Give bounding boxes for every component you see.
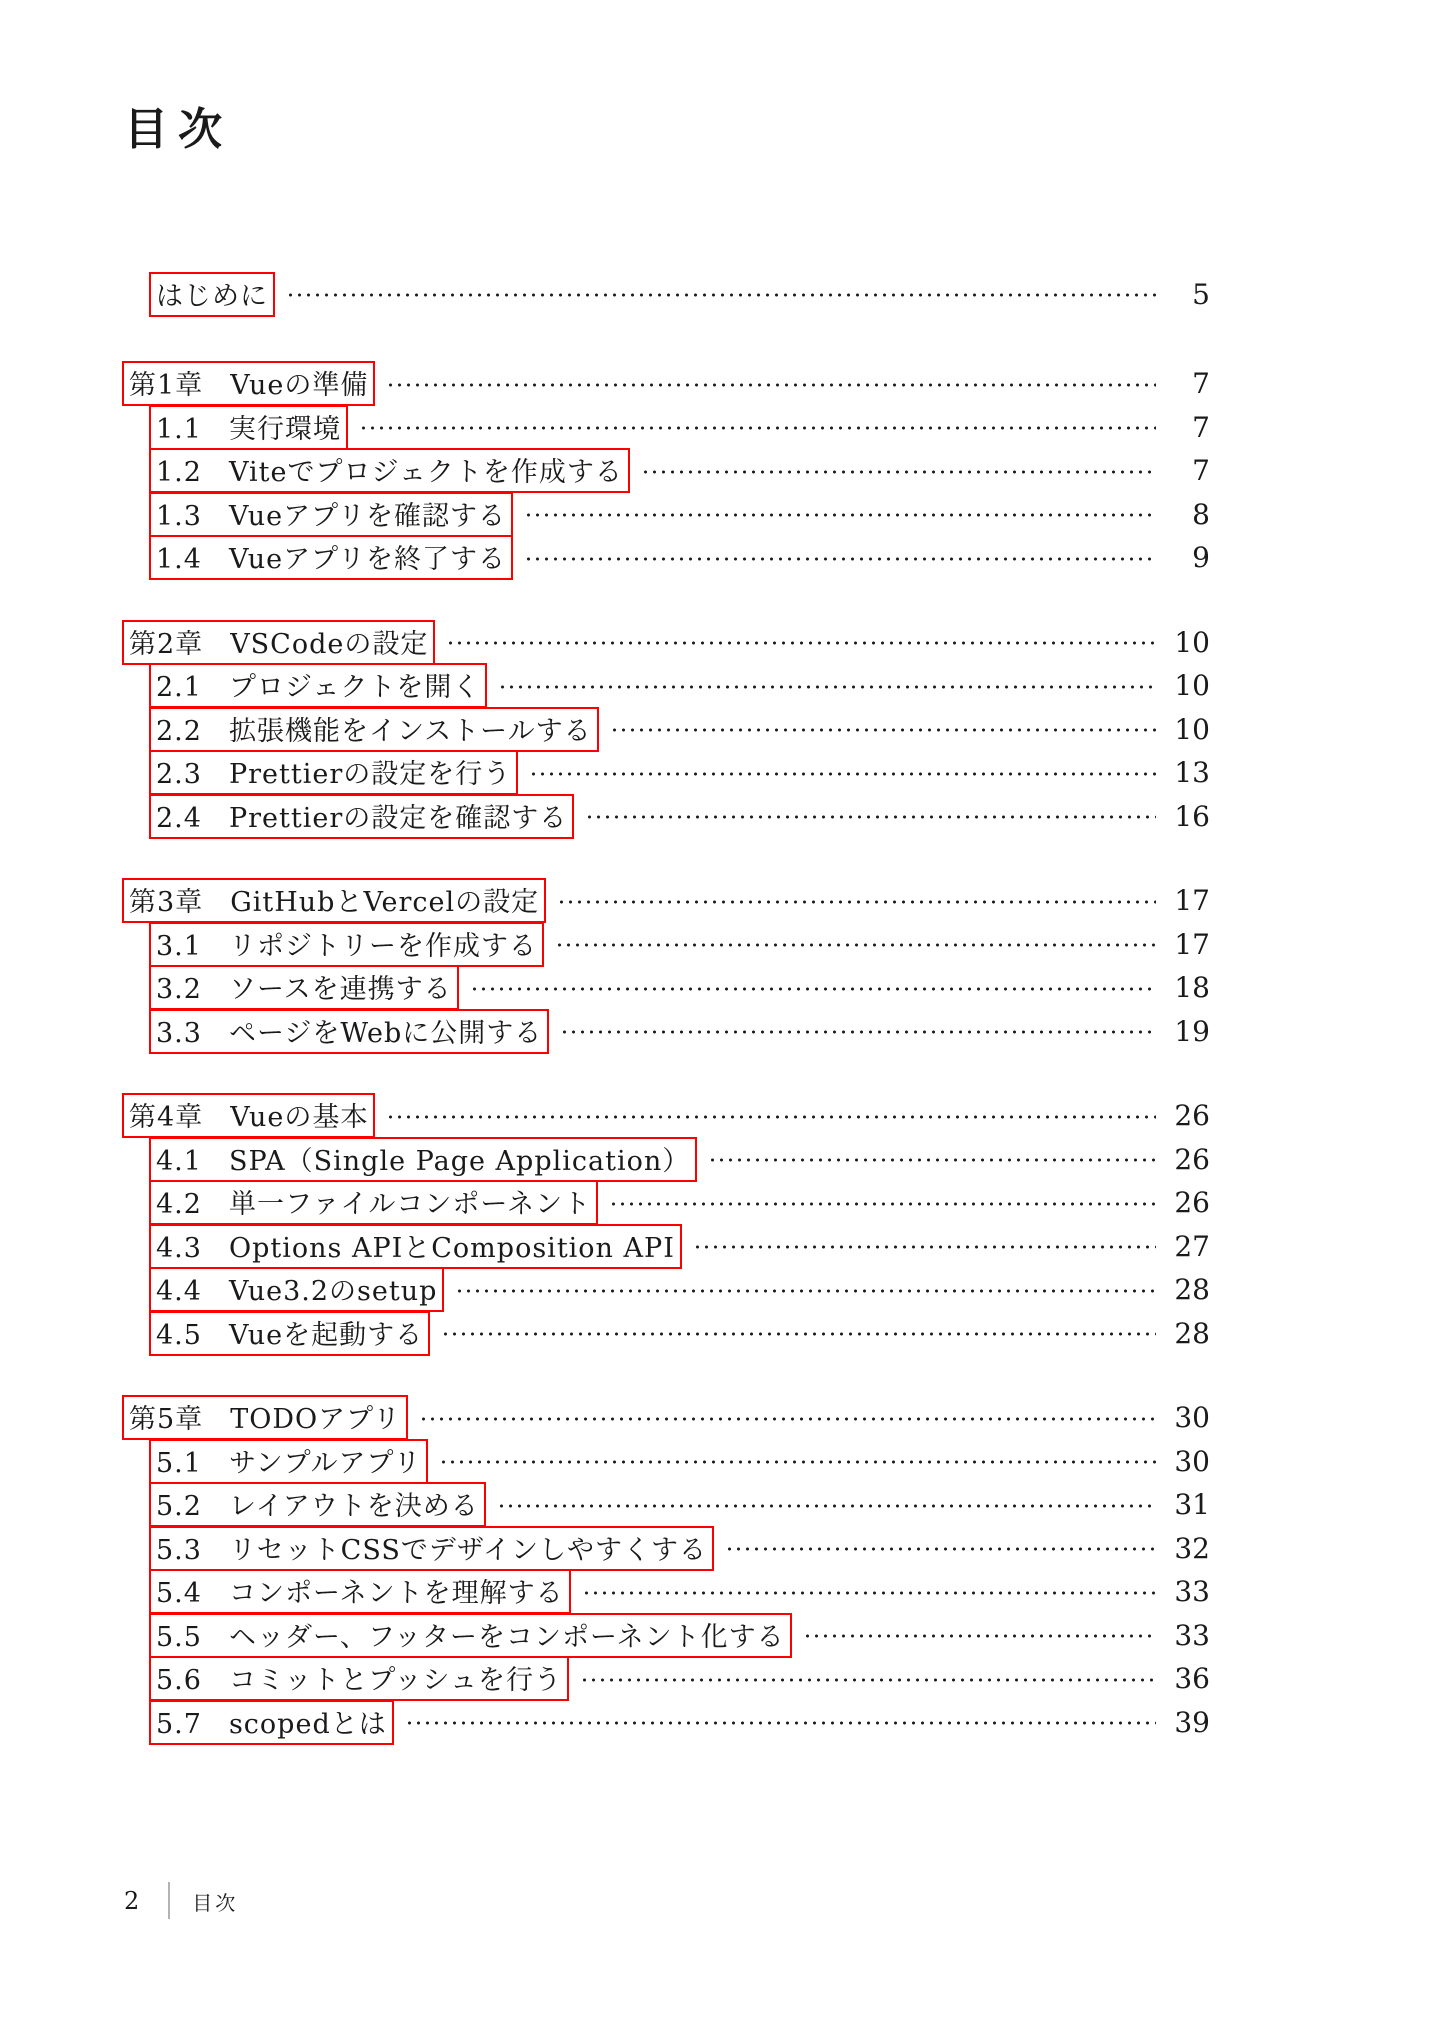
dot-leader	[585, 803, 1156, 831]
toc-entry	[149, 922, 1210, 966]
toc-entry-number: 5.6	[156, 1665, 202, 1697]
toc-entry	[149, 405, 1210, 449]
toc-entry-number: 3.2	[156, 974, 202, 1006]
toc-entry	[122, 362, 1210, 406]
toc-link[interactable]	[149, 922, 544, 967]
toc-link[interactable]	[122, 1093, 375, 1138]
toc-link[interactable]	[149, 1439, 428, 1484]
toc-link[interactable]	[149, 1009, 549, 1054]
toc-entry	[149, 449, 1210, 493]
toc-entry-title: プロジェクトを開く	[228, 672, 481, 704]
dot-leader	[555, 931, 1156, 959]
dot-leader	[580, 1666, 1156, 1694]
toc-entry	[122, 1396, 1210, 1440]
toc-link[interactable]	[122, 361, 375, 406]
toc-entry-number: 4.5	[156, 1319, 202, 1351]
toc-entry-title: Prettierの設定を確認する	[228, 802, 568, 834]
toc-entry-title: コンポーネントを理解する	[228, 1578, 564, 1610]
toc-entry-number: 1.4	[156, 544, 202, 576]
dot-leader	[441, 1320, 1156, 1348]
toc-list	[122, 272, 1210, 1744]
toc-entry-title: Vueの準備	[230, 370, 369, 402]
toc-page-number: 30	[1174, 1401, 1210, 1435]
toc-page-number: 30	[1174, 1444, 1210, 1478]
dot-leader	[693, 1233, 1156, 1261]
toc-entry-number: 3.1	[156, 930, 202, 962]
toc-page-number: 16	[1174, 799, 1210, 833]
dot-leader	[439, 1448, 1156, 1476]
toc-page-number: 18	[1174, 971, 1210, 1005]
dot-leader	[386, 371, 1156, 399]
toc-chapter-group	[122, 620, 1210, 838]
toc-entry	[149, 492, 1210, 536]
toc-entry-title: ヘッダー、フッターをコンポーネント化する	[228, 1621, 785, 1653]
toc-entry-title: ページをWebに公開する	[228, 1017, 543, 1049]
toc-link[interactable]	[149, 1569, 571, 1614]
toc-link[interactable]	[149, 750, 518, 795]
toc-link[interactable]	[149, 1267, 444, 1312]
toc-page-number: 5	[1192, 277, 1210, 311]
footer-section-label: 目次	[192, 1891, 239, 1915]
toc-entry-number: 第4章	[129, 1102, 204, 1134]
toc-page-number: 28	[1174, 1316, 1210, 1350]
toc-entry-number: 5.5	[156, 1621, 202, 1653]
dot-leader	[803, 1622, 1156, 1650]
toc-entry-title: VSCodeの設定	[230, 628, 429, 660]
toc-page-number: 39	[1174, 1705, 1210, 1739]
toc-entry	[149, 1009, 1210, 1053]
toc-page-number: 31	[1174, 1488, 1210, 1522]
toc-entry-number: 3.3	[156, 1017, 202, 1049]
toc-entry	[149, 966, 1210, 1010]
toc-link[interactable]	[149, 1311, 430, 1356]
toc-page-number: 26	[1174, 1099, 1210, 1133]
dot-leader	[386, 1103, 1156, 1131]
toc-entry	[149, 272, 1210, 316]
toc-entry-title: Viteでプロジェクトを作成する	[228, 457, 623, 489]
toc-entry-number: 第1章	[129, 370, 204, 402]
toc-page-number: 19	[1174, 1014, 1210, 1048]
dot-leader	[560, 1018, 1156, 1046]
toc-entry	[149, 1439, 1210, 1483]
toc-entry-number: 4.2	[156, 1189, 202, 1221]
toc-entry-number: 5.2	[156, 1491, 202, 1523]
toc-entry-title: Options APIとComposition API	[228, 1232, 675, 1264]
toc-entry-number: 5.1	[156, 1447, 202, 1479]
toc-entry-title: SPA（Single Page Application）	[228, 1145, 691, 1177]
toc-entry	[149, 1311, 1210, 1355]
toc-entry-title: リポジトリーを作成する	[228, 930, 537, 962]
toc-entry-title: はじめに	[156, 280, 268, 312]
toc-entry	[149, 1268, 1210, 1312]
toc-entry-number: 5.7	[156, 1708, 202, 1740]
toc-entry-number: 4.4	[156, 1276, 202, 1308]
toc-link[interactable]	[149, 405, 348, 450]
toc-entry-title: 実行環境	[228, 413, 341, 445]
dot-leader	[446, 629, 1156, 657]
toc-entry-number: 4.3	[156, 1232, 202, 1264]
dot-leader	[529, 760, 1156, 788]
toc-link[interactable]	[122, 620, 435, 665]
toc-entry-title: ソースを連携する	[228, 974, 452, 1006]
toc-entry	[149, 1181, 1210, 1225]
toc-link[interactable]	[149, 1180, 598, 1225]
toc-page-number: 10	[1174, 669, 1210, 703]
dot-leader	[498, 673, 1156, 701]
toc-entry-number: 第2章	[129, 628, 204, 660]
toc-entry-number: 2.1	[156, 672, 202, 704]
toc-chapter-group	[122, 1094, 1210, 1355]
dot-leader	[455, 1277, 1156, 1305]
toc-page-number: 9	[1192, 541, 1210, 575]
toc-entry	[149, 1224, 1210, 1268]
toc-page-number: 36	[1174, 1662, 1210, 1696]
toc-entry-title: GitHubとVercelの設定	[230, 887, 540, 919]
toc-link[interactable]	[149, 1613, 792, 1658]
toc-link[interactable]	[149, 663, 487, 708]
dot-leader	[405, 1709, 1156, 1737]
toc-link[interactable]	[122, 1395, 408, 1440]
toc-entry-title: Vueを起動する	[228, 1319, 424, 1351]
toc-page-number: 7	[1192, 454, 1210, 488]
toc-page-number: 10	[1174, 712, 1210, 746]
toc-entry-number: 2.2	[156, 715, 202, 747]
toc-entry	[122, 879, 1210, 923]
toc-page-number: 33	[1174, 1575, 1210, 1609]
toc-page-number: 27	[1174, 1229, 1210, 1263]
dot-leader	[708, 1146, 1156, 1174]
toc-entry-title: リセットCSSでデザインしやすくする	[228, 1534, 707, 1566]
toc-entry-number: 2.3	[156, 759, 202, 791]
toc-link[interactable]	[149, 1526, 714, 1571]
toc-page-number: 28	[1174, 1273, 1210, 1307]
toc-link[interactable]	[149, 1137, 697, 1182]
toc-entry	[149, 1137, 1210, 1181]
toc-entry-number: 第5章	[129, 1404, 204, 1436]
toc-entry-number: 1.3	[156, 500, 202, 532]
toc-link[interactable]	[149, 965, 459, 1010]
dot-leader	[524, 545, 1156, 573]
dot-leader	[609, 1190, 1156, 1218]
toc-link[interactable]	[122, 878, 546, 923]
toc-entry-number: 4.1	[156, 1145, 202, 1177]
dot-leader	[582, 1579, 1156, 1607]
dot-leader	[497, 1492, 1156, 1520]
toc-entry	[149, 707, 1210, 751]
toc-entry	[149, 1657, 1210, 1701]
toc-entry	[122, 620, 1210, 664]
dot-leader	[557, 888, 1156, 916]
toc-link[interactable]	[149, 535, 513, 580]
toc-chapter-group	[122, 1396, 1210, 1744]
dot-leader	[419, 1405, 1156, 1433]
toc-page-number: 26	[1174, 1186, 1210, 1220]
toc-page-number: 17	[1174, 884, 1210, 918]
toc-page-number: 32	[1174, 1531, 1210, 1565]
toc-link[interactable]	[149, 1224, 682, 1269]
toc-entry	[122, 1094, 1210, 1138]
toc-link[interactable]	[149, 707, 599, 752]
toc-page-number: 17	[1174, 927, 1210, 961]
toc-entry-title: Vueアプリを確認する	[228, 500, 507, 532]
toc-entry	[149, 536, 1210, 580]
toc-link[interactable]	[149, 492, 513, 537]
dot-leader	[641, 458, 1156, 486]
page-title: 目次	[124, 104, 232, 155]
toc-chapter-group	[122, 879, 1210, 1053]
toc-entry	[149, 1613, 1210, 1657]
toc-entry-title: Vueの基本	[230, 1102, 369, 1134]
toc-entry-title: コミットとプッシュを行う	[228, 1665, 562, 1697]
toc-entry-number: 2.4	[156, 802, 202, 834]
toc-entry-number: 1.1	[156, 413, 202, 445]
toc-entry-title: 単一ファイルコンポーネント	[228, 1189, 592, 1221]
toc-page-number: 10	[1174, 625, 1210, 659]
toc-entry-number: 1.2	[156, 457, 202, 489]
dot-leader	[610, 716, 1156, 744]
toc-entry	[149, 751, 1210, 795]
toc-link[interactable]	[149, 1482, 486, 1527]
toc-page-number: 13	[1174, 756, 1210, 790]
toc-entry-title: サンプルアプリ	[228, 1447, 422, 1479]
toc-entry-title: 拡張機能をインストールする	[228, 715, 592, 747]
toc-entry	[149, 794, 1210, 838]
toc-entry-title: Vue3.2のsetup	[228, 1276, 438, 1308]
toc-entry-number: 第3章	[129, 887, 204, 919]
toc-page-number: 26	[1174, 1142, 1210, 1176]
dot-leader	[725, 1535, 1156, 1563]
toc-entry	[149, 1570, 1210, 1614]
toc-entry-title: レイアウトを決める	[228, 1491, 479, 1523]
toc-entry	[149, 1526, 1210, 1570]
toc-page-number: 33	[1174, 1618, 1210, 1652]
toc-entry-title: Vueアプリを終了する	[228, 544, 507, 576]
toc-chapter-group	[122, 362, 1210, 580]
toc-entry-number: 5.3	[156, 1534, 202, 1566]
dot-leader	[524, 501, 1156, 529]
dot-leader	[359, 414, 1156, 442]
toc-entry	[149, 664, 1210, 708]
toc-entry-title: Prettierの設定を行う	[228, 759, 512, 791]
toc-entry-title: scopedとは	[228, 1708, 387, 1740]
footer-divider	[168, 1882, 170, 1919]
toc-page-number: 7	[1192, 410, 1210, 444]
toc-link[interactable]	[149, 1656, 569, 1701]
toc-page-number: 8	[1192, 497, 1210, 531]
toc-link[interactable]	[149, 1700, 394, 1745]
toc-entry	[149, 1700, 1210, 1744]
dot-leader	[286, 281, 1156, 309]
toc-link[interactable]	[149, 448, 630, 493]
toc-page-number: 7	[1192, 367, 1210, 401]
footer-page-number: 2	[124, 1886, 140, 1915]
toc-entry	[149, 1483, 1210, 1527]
toc-entry-number: 5.4	[156, 1578, 202, 1610]
toc-entry-title: TODOアプリ	[230, 1404, 402, 1436]
toc-link[interactable]	[149, 794, 574, 839]
dot-leader	[470, 975, 1156, 1003]
toc-link[interactable]	[149, 272, 275, 317]
page-footer	[124, 1882, 238, 1919]
